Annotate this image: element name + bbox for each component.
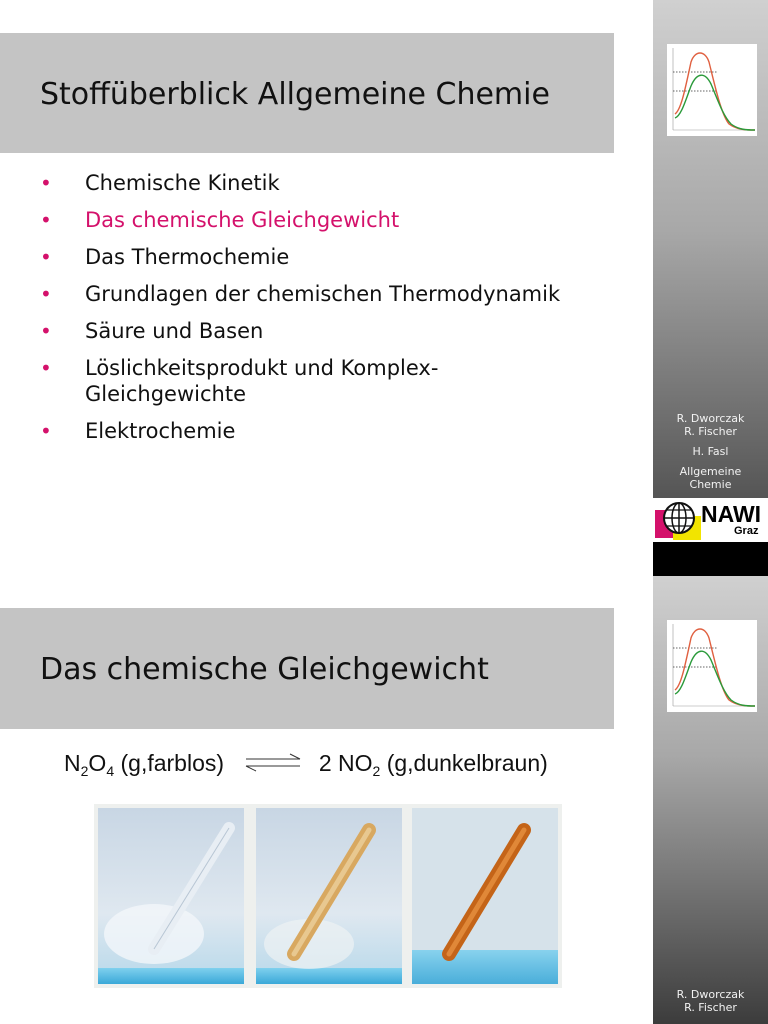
- logo-text: NAWI: [701, 501, 762, 527]
- slide-title: Das chemische Gleichgewicht: [40, 652, 489, 687]
- bullet-icon: •: [40, 208, 52, 232]
- author-name: R. Dworczak: [676, 988, 745, 1001]
- author-name: R. Fischer: [684, 1001, 737, 1014]
- bullet-icon: •: [40, 419, 52, 443]
- title-bar: [0, 608, 614, 729]
- slide-title: Stoffüberblick Allgemeine Chemie: [40, 77, 550, 112]
- list-item: • Elektrochemie: [40, 419, 236, 443]
- topic-list: [38, 170, 608, 455]
- photo-panel-ice: [98, 808, 244, 984]
- list-item: • Das chemische Gleichgewicht: [40, 208, 400, 232]
- list-item: • Grundlagen der chemischen Thermodynamik: [40, 282, 561, 306]
- reaction-graph-icon: [667, 620, 757, 712]
- author-name: H. Fasl: [692, 445, 729, 458]
- reaction-graph-icon: [667, 44, 757, 136]
- photo-panel-room: [256, 808, 402, 984]
- chemical-equation: $N_2O_4$ (g,farblos) 2 $NO_2$ (g,dunkelbraun): [64, 750, 548, 779]
- nawi-logo: [653, 498, 768, 542]
- author-name: R. Dworczak: [676, 412, 745, 425]
- sidebar-footer-band: [653, 542, 768, 576]
- list-item: • Löslichkeitsprodukt und Komplex-Gleichgewichte: [40, 356, 439, 406]
- sidebar: [653, 576, 768, 1024]
- course-name: Chemie: [689, 478, 732, 491]
- bullet-icon: •: [40, 282, 52, 306]
- logo-subtext: Graz: [734, 525, 759, 537]
- photo-panel-hot: [412, 808, 558, 984]
- bullet-icon: •: [40, 319, 52, 343]
- slide-2: [0, 576, 768, 1024]
- credits: [653, 412, 768, 491]
- list-item: • Säure und Basen: [40, 319, 264, 343]
- experiment-photos: [94, 804, 562, 988]
- equilibrium-arrow-icon: [244, 751, 302, 773]
- list-item: • Das Thermochemie: [40, 245, 290, 269]
- author-name: R. Fischer: [684, 425, 737, 438]
- course-name: Allgemeine: [679, 465, 742, 478]
- bullet-icon: •: [40, 245, 52, 269]
- credits: [653, 988, 768, 1014]
- sidebar: [653, 0, 768, 576]
- bullet-icon: •: [40, 171, 52, 195]
- bullet-icon: •: [40, 356, 52, 380]
- title-bar: [0, 33, 614, 153]
- list-item: • Chemische Kinetik: [40, 171, 280, 195]
